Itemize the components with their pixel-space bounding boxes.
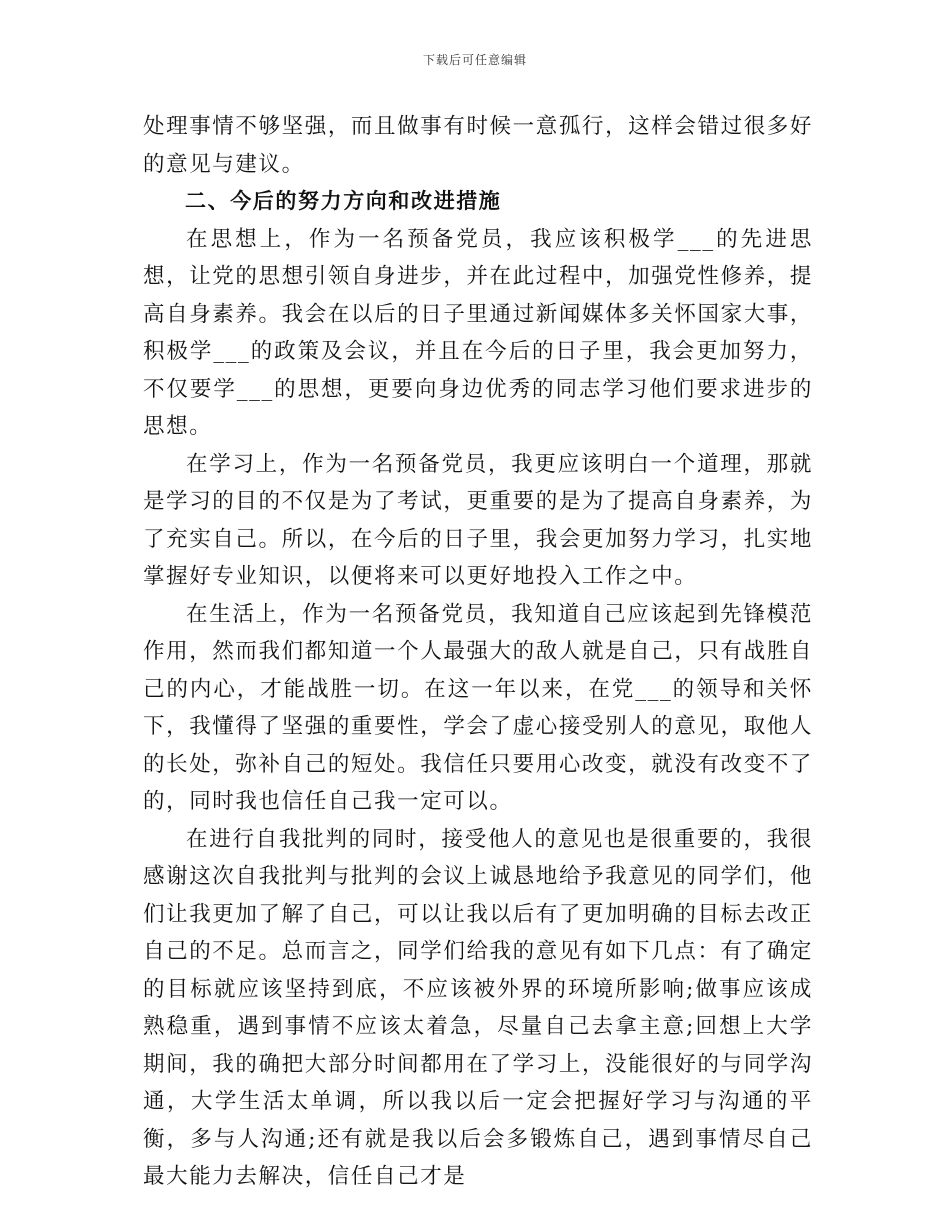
section-heading: 二、今后的努力方向和改进措施	[185, 189, 502, 213]
paragraph-study: 在学习上，作为一名预备党员，我更应该明白一个道理，那就是学习的目的不仅是为了考试，更重要的是为了提高自身素养，为了充实自己。所以，在今后的日子里，我会更加努力学习，扎实地掌握好专业知识，以便将来可以更好地投入工作之中。	[143, 451, 813, 589]
document-body	[143, 108, 813, 1196]
paragraph-life: 在生活上，作为一名预备党员，我知道自己应该起到先锋模范作用，然而我们都知道一个人最强大的敌人就是自己，只有战胜自己的内心，才能战胜一切。在这一年以来，在党___的领导和关怀下，我懂得了坚强的重要性，学会了虚心接受别人的意见，取他人的长处，弥补自己的短处。我信任只要用心改变，就没有改变不了的，同时我也信任自己我一定可以。	[143, 601, 813, 814]
paragraph-thought: 在思想上，作为一名预备党员，我应该积极学___的先进思想，让党的思想引领自身进步，并在此过程中，加强党性修养，提高自身素养。我会在以后的日子里通过新闻媒体多关怀国家大事，积极学___的政策及会议，并且在今后的日子里，我会更加努力，不仅要学___的思想，更要向身边优秀的同志学习他们要求进步的思想。	[143, 226, 813, 439]
paragraph-continuation: 处理事情不够坚强，而且做事有时候一意孤行，这样会错过很多好的意见与建议。	[143, 114, 813, 177]
paragraph-criticism: 在进行自我批判的同时，接受他人的意见也是很重要的，我很感谢这次自我批判与批判的会议上诚恳地给予我意见的同学们，他们让我更加了解了自己，可以让我以后有了更加明确的目标去改正自己的不足。总而言之，同学们给我的意见有如下几点：有了确定的目标就应该坚持到底，不应该被外界的环境所影响;做事应该成熟稳重，遇到事情不应该太着急，尽量自己去拿主意;回想上大学期间，我的确把大部分时间都用在了学习上，没能很好的与同学沟通，大学生活太单调，所以我以后一定会把握好学习与沟通的平衡，多与人沟通;还有就是我以后会多锻炼自己，遇到事情尽自己最大能力去解决，信任自己才是	[143, 826, 813, 1189]
page-header: 下载后可任意编辑	[422, 53, 527, 67]
